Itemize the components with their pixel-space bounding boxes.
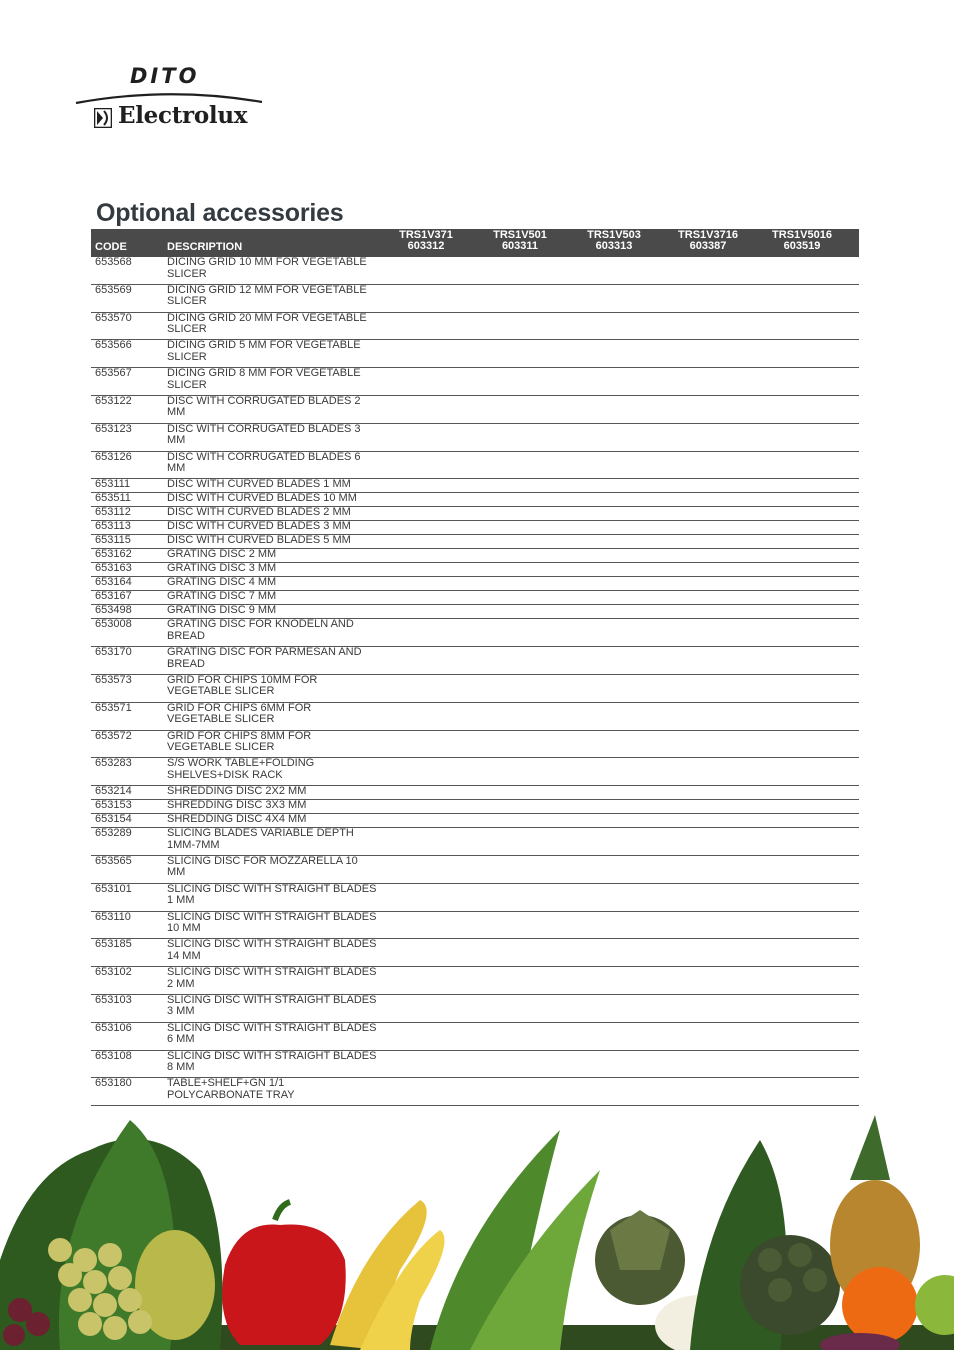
table-row (91, 758, 859, 786)
row-code: 653153 (95, 799, 132, 812)
row-code: 653170 (95, 646, 132, 659)
table-row (91, 396, 859, 424)
table-row (91, 591, 859, 605)
row-code: 653569 (95, 283, 132, 296)
table-row (91, 577, 859, 591)
row-code: 653570 (95, 311, 132, 324)
table-row (91, 939, 859, 967)
row-description: SLICING DISC WITH STRAIGHT BLADES 8 MM (167, 1049, 377, 1074)
row-code: 653185 (95, 938, 132, 951)
table-row (91, 995, 859, 1023)
row-description: DICING GRID 12 MM FOR VEGETABLE SLICER (167, 283, 367, 308)
table-row (91, 563, 859, 577)
accessories-table (91, 229, 859, 1106)
row-description: DICING GRID 20 MM FOR VEGETABLE SLICER (167, 311, 367, 336)
row-description: DISC WITH CURVED BLADES 1 MM (167, 478, 351, 491)
row-description: GRID FOR CHIPS 10MM FOR VEGETABLE SLICER (167, 673, 318, 698)
row-description: DICING GRID 8 MM FOR VEGETABLE SLICER (167, 367, 361, 391)
row-code: 653214 (95, 785, 132, 798)
table-row (91, 479, 859, 493)
table-row (91, 340, 859, 368)
row-code: 653103 (95, 993, 132, 1006)
page-title: Optional accessories (96, 199, 344, 227)
table-row (91, 800, 859, 814)
row-code: 653123 (95, 422, 132, 435)
row-code: 653566 (95, 339, 132, 352)
row-description: SLICING DISC WITH STRAIGHT BLADES 14 MM (167, 938, 377, 962)
table-row (91, 675, 859, 703)
row-code: 653008 (95, 618, 132, 631)
row-description: DISC WITH CORRUGATED BLADES 6 MM (167, 450, 361, 475)
table-body (91, 257, 859, 1106)
row-code: 653126 (95, 450, 132, 463)
row-code: 653568 (95, 256, 132, 268)
dito-logo-text: DITO (130, 64, 200, 88)
row-description: GRATING DISC FOR PARMESAN AND BREAD (167, 646, 362, 670)
table-row (91, 731, 859, 759)
table-row (91, 313, 859, 341)
table-row (91, 452, 859, 480)
row-code: 653163 (95, 562, 132, 575)
column-header-model: TRS1V3716 603387 (678, 229, 738, 252)
row-description: SLICING DISC WITH STRAIGHT BLADES 1 MM (167, 882, 377, 907)
row-description: DICING GRID 10 MM FOR VEGETABLE SLICER (167, 256, 367, 280)
row-code: 653511 (95, 492, 131, 505)
column-header-model: TRS1V371 603312 (399, 229, 453, 252)
table-row (91, 424, 859, 452)
table-row (91, 549, 859, 563)
row-description: SHREDDING DISC 3X3 MM (167, 799, 307, 812)
row-description: TABLE+SHELF+GN 1/1 POLYCARBONATE TRAY (167, 1077, 295, 1101)
row-description: SLICING DISC WITH STRAIGHT BLADES 10 MM (167, 910, 377, 935)
row-code: 653567 (95, 367, 132, 380)
table-header (91, 229, 859, 257)
table-row (91, 786, 859, 800)
row-code: 653565 (95, 854, 132, 867)
row-description: DISC WITH CURVED BLADES 2 MM (167, 506, 351, 519)
row-code: 653167 (95, 590, 132, 603)
table-row (91, 1051, 859, 1079)
column-header-model: TRS1V501 603311 (493, 229, 547, 252)
row-code: 653106 (95, 1021, 132, 1034)
table-row (91, 647, 859, 675)
row-description: DISC WITH CORRUGATED BLADES 3 MM (167, 422, 361, 447)
row-code: 653289 (95, 827, 132, 840)
row-description: GRATING DISC FOR KNODELN AND BREAD (167, 618, 354, 642)
row-code: 653113 (95, 520, 131, 533)
table-row (91, 257, 859, 285)
row-code: 653283 (95, 757, 132, 770)
electrolux-logo-text: Electrolux (118, 102, 248, 129)
row-description: GRID FOR CHIPS 6MM FOR VEGETABLE SLICER (167, 701, 312, 726)
table-row (91, 507, 859, 521)
row-description: SHREDDING DISC 4X4 MM (167, 813, 307, 826)
row-description: SLICING BLADES VARIABLE DEPTH 1MM-7MM (167, 827, 354, 851)
row-code: 653102 (95, 966, 132, 979)
row-code: 653498 (95, 604, 132, 617)
row-description: DISC WITH CURVED BLADES 3 MM (167, 520, 351, 533)
row-code: 653573 (95, 673, 132, 686)
row-description: GRATING DISC 2 MM (167, 548, 277, 561)
row-code: 653111 (95, 478, 131, 491)
row-description: GRATING DISC 4 MM (167, 576, 277, 589)
row-code: 653110 (95, 910, 131, 923)
row-code: 653572 (95, 729, 132, 742)
column-header-model: TRS1V5016 603519 (772, 229, 832, 252)
table-row (91, 912, 859, 940)
row-description: DISC WITH CURVED BLADES 10 MM (167, 492, 357, 505)
row-code: 653162 (95, 548, 132, 561)
row-code: 653180 (95, 1077, 132, 1090)
row-code: 653108 (95, 1049, 132, 1062)
table-row (91, 814, 859, 828)
row-description: GRID FOR CHIPS 8MM FOR VEGETABLE SLICER (167, 729, 312, 754)
table-row (91, 1023, 859, 1051)
row-description: GRATING DISC 9 MM (167, 604, 277, 617)
row-code: 653164 (95, 576, 132, 589)
row-description: SLICING DISC WITH STRAIGHT BLADES 2 MM (167, 966, 377, 990)
table-row (91, 1078, 859, 1106)
vegetables-illustration (0, 1110, 954, 1350)
electrolux-logo-icon (94, 108, 112, 128)
table-row (91, 493, 859, 507)
row-description: DICING GRID 5 MM FOR VEGETABLE SLICER (167, 339, 361, 363)
row-description: GRATING DISC 7 MM (167, 590, 277, 603)
table-row (91, 856, 859, 884)
table-row (91, 828, 859, 856)
column-header-model: TRS1V503 603313 (587, 229, 641, 252)
column-header-description: DESCRIPTION (167, 241, 243, 253)
table-row (91, 605, 859, 619)
row-code: 653112 (95, 506, 131, 519)
row-description: DISC WITH CURVED BLADES 5 MM (167, 534, 351, 547)
table-row (91, 884, 859, 912)
row-description: SHREDDING DISC 2X2 MM (167, 785, 307, 798)
table-row (91, 521, 859, 535)
row-description: S/S WORK TABLE+FOLDING SHELVES+DISK RACK (167, 757, 315, 781)
table-row (91, 368, 859, 396)
row-code: 653571 (95, 701, 132, 714)
row-description: SLICING DISC WITH STRAIGHT BLADES 6 MM (167, 1021, 377, 1046)
row-code: 653122 (95, 394, 132, 407)
table-row (91, 703, 859, 731)
row-description: SLICING DISC FOR MOZZARELLA 10 MM (167, 854, 358, 879)
table-row (91, 619, 859, 647)
table-row (91, 535, 859, 549)
row-description: GRATING DISC 3 MM (167, 562, 277, 575)
row-code: 653154 (95, 813, 132, 826)
table-row (91, 967, 859, 995)
row-code: 653115 (95, 534, 131, 547)
column-header-code: CODE (95, 241, 127, 253)
table-row (91, 285, 859, 313)
company-logo (74, 64, 264, 134)
row-code: 653101 (95, 882, 132, 895)
row-description: DISC WITH CORRUGATED BLADES 2 MM (167, 394, 361, 419)
row-description: SLICING DISC WITH STRAIGHT BLADES 3 MM (167, 993, 377, 1018)
